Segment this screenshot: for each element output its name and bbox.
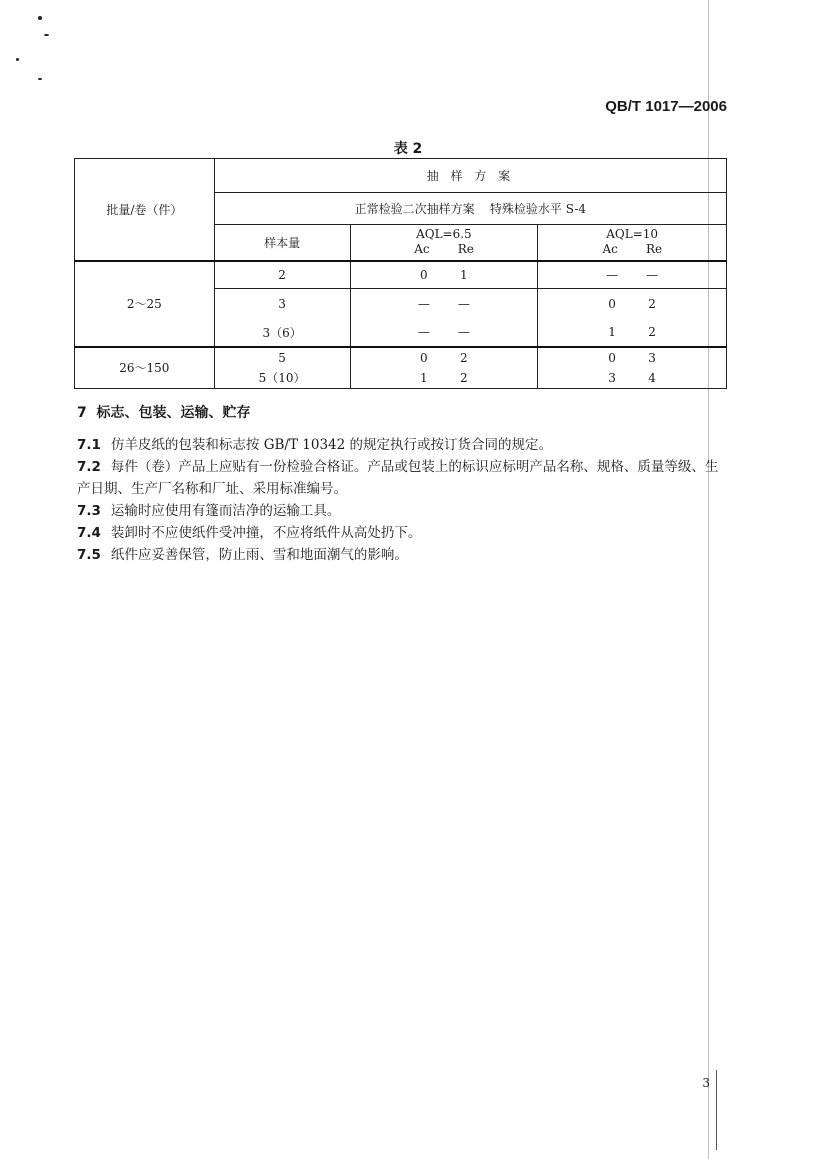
clause-7-4 [77,522,727,544]
ac-cell: — [417,325,430,339]
clause-7-5 [77,544,727,566]
sampling-table [74,158,727,389]
ac-cell: 0 [608,296,616,311]
ac-cell: — [417,296,430,311]
section-heading: 7 标志、包装、运输、贮存 [77,405,251,421]
re-cell: 2 [648,325,656,339]
aql-label: AQL=6.5 [416,227,472,242]
clause-7-3 [77,500,727,522]
re-cell: 2 [648,296,656,311]
ac-cell: — [606,267,619,282]
clause-text: 装卸时不应使纸件受冲撞，不应将纸件从高处扔下。 [110,525,422,541]
clause-number: 7.5 [77,547,101,563]
clause-number: 7.4 [77,525,101,541]
sample-size-cell: 3（6） [214,319,350,347]
re-label: Re [645,242,663,257]
sample-size-cell: 5 [214,347,350,368]
scan-speck [38,16,42,20]
re-cell: — [457,296,470,311]
sampling-plan-header: 抽 样 方 案 [214,159,726,193]
scan-speck [44,34,49,36]
ac-cell: 3 [608,370,616,385]
re-cell: 3 [648,350,656,365]
clause-text: 每件（卷）产品上应贴有一份检验合格证。产品或包装上的标识应标明产品名称、规格、质量等级、生产日期、生产厂名称和厂址、采用标准编号。 [77,459,719,497]
table-row [75,347,727,368]
table-title: 表 2 [393,141,423,157]
re-cell: 1 [460,267,468,282]
ac-cell: 0 [420,350,428,365]
sample-size-cell: 3 [214,289,350,319]
ac-cell: 1 [420,370,428,385]
lot-size-cell: 26～150 [75,347,215,389]
sample-size-cell: 5（10） [214,368,350,389]
lot-size-cell: 2～25 [75,261,215,347]
plan-description: 正常检验二次抽样方案 特殊检验水平 S-4 [214,193,726,225]
clause-text: 纸件应妥善保管，防止雨、雪和地面潮气的影响。 [110,547,408,563]
table-row [75,261,727,289]
page-number: 3 [702,1076,710,1090]
clause-7-1 [77,434,727,456]
clause-number: 7.3 [77,503,101,519]
ac-label: Ac [414,242,430,257]
aql-label: AQL=10 [606,227,659,242]
ac-cell: 0 [608,350,616,365]
clause-text: 仿羊皮纸的包装和标志按 GB/T 10342 的规定执行或按订货合同的规定。 [110,437,552,453]
clause-text: 运输时应使用有篷而洁净的运输工具。 [110,503,341,519]
aql-6-5-header [350,225,538,261]
re-cell: — [457,325,470,339]
ac-cell: 0 [420,267,428,282]
scan-speck [16,58,19,61]
ac-label: Ac [602,242,618,257]
clause-number: 7.1 [77,437,101,453]
re-label: Re [457,242,474,257]
clause-7-2 [77,456,727,500]
clause-number: 7.2 [77,459,101,475]
aql-10-header [538,225,727,261]
ac-cell: 1 [608,325,616,339]
re-cell: 2 [460,350,468,365]
re-cell: — [646,267,659,282]
scan-artifact-line [716,1070,717,1150]
re-cell: 4 [648,370,656,385]
standard-code: QB/T 1017—2006 [605,98,727,115]
sample-size-cell: 2 [214,261,350,289]
sample-size-header: 样本量 [214,225,350,261]
lot-size-header: 批量/卷（件） [75,159,215,261]
scan-speck [38,78,42,80]
re-cell: 2 [460,370,468,385]
